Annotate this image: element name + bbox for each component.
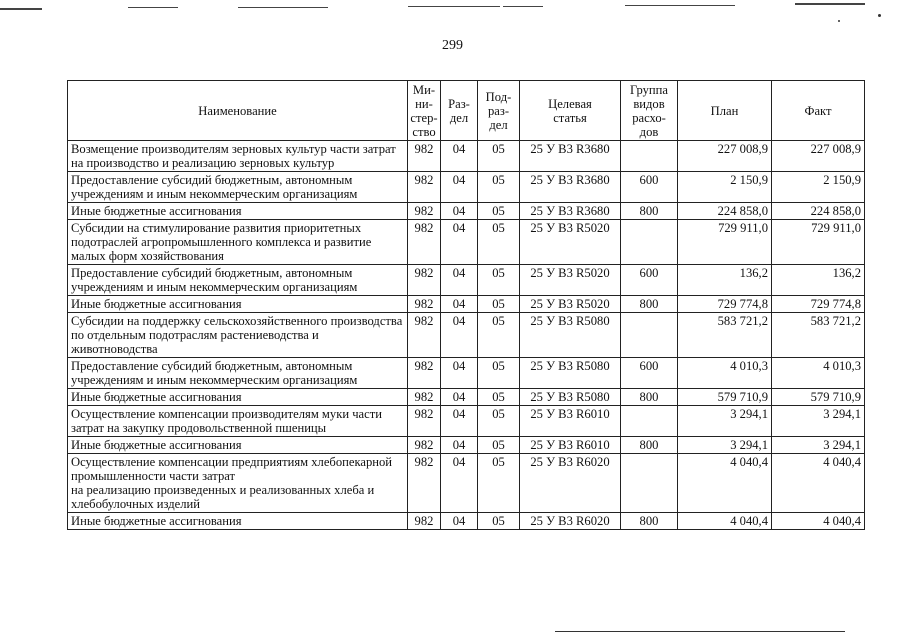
row-section: 04: [441, 358, 478, 389]
row-target: 25 У В3 R5080: [520, 313, 621, 358]
row-target: 25 У В3 R3680: [520, 172, 621, 203]
row-section: 04: [441, 265, 478, 296]
table-row: [68, 406, 865, 437]
row-plan: 4 040,4: [678, 513, 772, 530]
row-section: 04: [441, 389, 478, 406]
budget-table: [67, 80, 865, 530]
row-name: Предоставление субсидий бюджетным, автономным учреждениям и иным некоммерческим организациям: [68, 172, 408, 203]
row-ministry: 982: [408, 203, 441, 220]
row-subsection: 05: [478, 172, 520, 203]
row-section: 04: [441, 220, 478, 265]
row-plan: 2 150,9: [678, 172, 772, 203]
row-plan: 4 010,3: [678, 358, 772, 389]
row-group: 800: [621, 389, 678, 406]
row-target: 25 У В3 R3680: [520, 203, 621, 220]
row-name: Осуществление компенсации предприятиям хлебопекарной промышленности части затрат на реализацию произведенных и реализованных хлеба и хлебобулочных изделий: [68, 454, 408, 513]
row-target: 25 У В3 R5020: [520, 220, 621, 265]
row-group: 800: [621, 296, 678, 313]
page-number: 299: [442, 38, 463, 53]
row-subsection: 05: [478, 406, 520, 437]
row-target: 25 У В3 R5020: [520, 296, 621, 313]
header-section: Раз- дел: [441, 81, 478, 141]
row-section: 04: [441, 172, 478, 203]
table-row: [68, 389, 865, 406]
row-name: Иные бюджетные ассигнования: [68, 203, 408, 220]
row-subsection: 05: [478, 265, 520, 296]
table-row: [68, 141, 865, 172]
row-plan: 729 911,0: [678, 220, 772, 265]
row-group: [621, 220, 678, 265]
row-section: 04: [441, 406, 478, 437]
row-plan: 579 710,9: [678, 389, 772, 406]
row-target: 25 У В3 R3680: [520, 141, 621, 172]
table-row: [68, 203, 865, 220]
row-name: Предоставление субсидий бюджетным, автономным учреждениям и иным некоммерческим организациям: [68, 265, 408, 296]
scan-artifact-line: [503, 6, 543, 7]
row-ministry: 982: [408, 454, 441, 513]
header-subsection: Под- раз- дел: [478, 81, 520, 141]
row-name: Возмещение производителям зерновых культур части затрат на производство и реализацию зерновых культур: [68, 141, 408, 172]
table-row: [68, 454, 865, 513]
row-target: 25 У В3 R6020: [520, 454, 621, 513]
row-fact: 136,2: [772, 265, 865, 296]
table-row: [68, 437, 865, 454]
row-name: Иные бюджетные ассигнования: [68, 513, 408, 530]
row-target: 25 У В3 R5080: [520, 389, 621, 406]
row-ministry: 982: [408, 406, 441, 437]
row-fact: 729 911,0: [772, 220, 865, 265]
row-fact: 4 040,4: [772, 513, 865, 530]
row-group: 600: [621, 172, 678, 203]
row-subsection: 05: [478, 358, 520, 389]
row-subsection: 05: [478, 141, 520, 172]
row-target: 25 У В3 R6010: [520, 437, 621, 454]
row-section: 04: [441, 454, 478, 513]
header-group: Группа видов расхо- дов: [621, 81, 678, 141]
table-row: [68, 313, 865, 358]
row-fact: 729 774,8: [772, 296, 865, 313]
table-row: [68, 265, 865, 296]
row-section: 04: [441, 296, 478, 313]
row-name: Иные бюджетные ассигнования: [68, 389, 408, 406]
row-plan: 3 294,1: [678, 437, 772, 454]
scan-artifact-line: [0, 8, 42, 10]
header-fact: Факт: [772, 81, 865, 141]
scan-artifact-line: [238, 7, 328, 8]
scan-artifact-line: [128, 7, 178, 8]
row-ministry: 982: [408, 437, 441, 454]
row-subsection: 05: [478, 513, 520, 530]
row-group: 600: [621, 358, 678, 389]
row-section: 04: [441, 203, 478, 220]
table-row: [68, 172, 865, 203]
scan-artifact-line: [408, 6, 500, 7]
row-subsection: 05: [478, 296, 520, 313]
row-subsection: 05: [478, 389, 520, 406]
table-row: [68, 358, 865, 389]
table-header-row: [68, 81, 865, 141]
row-target: 25 У В3 R6020: [520, 513, 621, 530]
row-section: 04: [441, 513, 478, 530]
scan-artifact-dot: [878, 14, 881, 17]
header-plan: План: [678, 81, 772, 141]
row-plan: 3 294,1: [678, 406, 772, 437]
row-group: 600: [621, 265, 678, 296]
row-subsection: 05: [478, 313, 520, 358]
row-target: 25 У В3 R6010: [520, 406, 621, 437]
row-fact: 227 008,9: [772, 141, 865, 172]
row-plan: 224 858,0: [678, 203, 772, 220]
scan-artifact-line: [625, 5, 735, 6]
row-fact: 3 294,1: [772, 437, 865, 454]
row-ministry: 982: [408, 358, 441, 389]
scan-artifact-line: [795, 3, 865, 5]
scan-artifact-line: [555, 631, 845, 632]
row-plan: 583 721,2: [678, 313, 772, 358]
row-fact: 224 858,0: [772, 203, 865, 220]
row-name: Осуществление компенсации производителям муки части затрат на закупку продовольственной пшеницы: [68, 406, 408, 437]
row-name: Иные бюджетные ассигнования: [68, 437, 408, 454]
row-target: 25 У В3 R5020: [520, 265, 621, 296]
row-group: [621, 313, 678, 358]
table-row: [68, 220, 865, 265]
row-group: 800: [621, 437, 678, 454]
row-plan: 4 040,4: [678, 454, 772, 513]
row-fact: 2 150,9: [772, 172, 865, 203]
row-group: 800: [621, 203, 678, 220]
row-fact: 4 010,3: [772, 358, 865, 389]
row-ministry: 982: [408, 389, 441, 406]
row-plan: 136,2: [678, 265, 772, 296]
row-ministry: 982: [408, 313, 441, 358]
row-group: [621, 406, 678, 437]
row-section: 04: [441, 313, 478, 358]
table-row: [68, 296, 865, 313]
row-ministry: 982: [408, 141, 441, 172]
row-subsection: 05: [478, 437, 520, 454]
header-ministry: Ми- ни- стер- ство: [408, 81, 441, 141]
row-name: Предоставление субсидий бюджетным, автономным учреждениям и иным некоммерческим организациям: [68, 358, 408, 389]
row-plan: 729 774,8: [678, 296, 772, 313]
row-target: 25 У В3 R5080: [520, 358, 621, 389]
scan-artifact-dot: [838, 20, 840, 22]
row-subsection: 05: [478, 454, 520, 513]
row-group: 800: [621, 513, 678, 530]
row-name: Субсидии на поддержку сельскохозяйственного производства по отдельным подотраслям растениеводства и животноводства: [68, 313, 408, 358]
header-name: Наименование: [68, 81, 408, 141]
row-ministry: 982: [408, 172, 441, 203]
row-ministry: 982: [408, 220, 441, 265]
row-subsection: 05: [478, 203, 520, 220]
row-fact: 583 721,2: [772, 313, 865, 358]
row-name: Иные бюджетные ассигнования: [68, 296, 408, 313]
row-section: 04: [441, 437, 478, 454]
row-subsection: 05: [478, 220, 520, 265]
row-fact: 579 710,9: [772, 389, 865, 406]
row-plan: 227 008,9: [678, 141, 772, 172]
row-group: [621, 141, 678, 172]
row-name: Субсидии на стимулирование развития приоритетных подотраслей агропромышленного комплекса и развитие малых форм хозяйствования: [68, 220, 408, 265]
row-ministry: 982: [408, 296, 441, 313]
row-fact: 3 294,1: [772, 406, 865, 437]
table-row: [68, 513, 865, 530]
header-target: Целевая статья: [520, 81, 621, 141]
row-ministry: 982: [408, 265, 441, 296]
row-fact: 4 040,4: [772, 454, 865, 513]
row-section: 04: [441, 141, 478, 172]
row-group: [621, 454, 678, 513]
row-ministry: 982: [408, 513, 441, 530]
